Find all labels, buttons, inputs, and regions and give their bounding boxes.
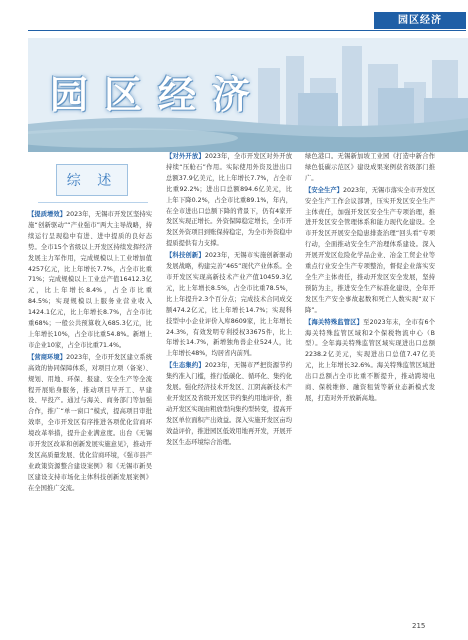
paragraph: [166, 152, 292, 250]
heading-underline: [38, 202, 148, 203]
paragraph: [305, 152, 435, 185]
paragraph-text: 2023年，全市开发区对外开放持续“压舱石”作用。实际使用外资及进出口总额37.9亿美元，比上年增长7.7%，占全市比重92.2%；进出口总额894.6亿美元，比上年下降0.2%，占全市比重89.1%，年内，在全市进出口总额下降的背景下，仍有4家开发区实现正增长。外资保障稳定增长，全市开发区外资项目到账保持稳定，为全市外资稳中提质提供有力支撑。: [166, 153, 292, 248]
paragraph-label: 【安全生产】: [305, 186, 343, 194]
paragraph-label: 【生态集约】: [166, 362, 205, 370]
section-heading: 综 述: [66, 173, 118, 189]
page-number: 215: [412, 622, 426, 630]
text-column-3: [305, 152, 435, 628]
paragraph-text: 2023年，全市开发区建立系统高效的协同保障体系，对项目立项（备案）、规划、用地、环保、报建、安全生产等全流程开展贴身服务，推动项目早开工、早建设、早投产。通过与海关、商务部门等加强合作，推广“单一窗口”模式，提高项目审批效率，全市开发区有序推进各项优化营商环境改革举措，提升企业满意度。出台《无锡市开发区改革和创新发展实施意见》，推动开发区高质量发展、优化营商环境，《强市县产业政策资源整合建设案例》和《无锡市新吴区建设支持市场化主体科技创新发展案例》在全国推广交流。: [28, 353, 152, 492]
paragraph: [305, 318, 435, 405]
paragraph-label: 【营商环境】: [28, 353, 67, 361]
paragraph-text: 2023年，无锡市严把资源节约集约准入门槛，推行低碳化、循环化、集约化发展。强化经济技术开发区、江阴高新技术产业开发区及省级开发区节约集约用地评价，推动开发区实现由粗放型向集约型转变，提高开发区单位面积产出效益。深入实施开发区亩均效益评价，推进园区低效用地再开发，开展开发区生态环境综合治理。: [166, 362, 292, 446]
paragraph-label: 【提质增效】: [28, 211, 67, 218]
paragraph-label: 【海关特殊监管区】: [305, 318, 364, 326]
page-header: [0, 0, 468, 38]
paragraph: [28, 210, 152, 352]
header-rule: [28, 30, 466, 31]
banner-image: [28, 38, 468, 152]
section-tag: 园区经济: [374, 12, 466, 29]
paragraph-text: 2023年，无锡市开发区坚持实施“创新驱动”“产业强市”两大主导战略，持续运行呈现稳中有进、进中提质的良好态势。全市15个省级以上开发区持续发挥经济发展主力军作用，完成规模以上工业增加值4257亿元，比上年增长7.7%，占全市比重71%；完成规模以上工业总产值16412.3亿元，比上年增长8.4%，占全市比重84.5%；实现规模以上服务业营业收入1424.1亿元，比上年增长8.7%，占全市比重68%；一般公共预算收入685.3亿元，比上年增长10%，占全市比重54.8%。新增上市企业10家，占全市比重71.4%。: [28, 211, 152, 349]
paragraph-label: 【对外开放】: [166, 153, 205, 160]
text-column-1: [28, 210, 152, 628]
banner-title: 园区经济: [49, 73, 266, 117]
paragraph-text: 绿色港口。无锡新加坡工业园《打造中新合作绿色低碳示范区》建设成果案例获省级部门推广。: [305, 153, 435, 182]
section-heading-block: [28, 158, 152, 210]
paragraph-text: 2023年，无锡市落实全市开发区安全生产工作会议部署，压实开发区安全生产主体责任，加强开发区安全生产专项治理，推进开发区安全管理体系和能力现代化建设。全市开发区开展安全隐患排查治理“回头看”专项行动，全面推动安全生产治理体系建设。深入开展开发区危险化学品企业、冶金工贸企业等重点行业安全生产专项整治，督促企业落实安全生产主体责任，推动开发区安全发展，坚持预防为主，推进安全生产标准化建设，全年开发区生产安全事故起数和死亡人数实现“双下降”。: [305, 186, 435, 314]
paragraph: [166, 361, 292, 448]
paragraph: [305, 186, 435, 317]
paragraph-label: 【科技创新】: [166, 252, 205, 260]
paragraph-text: 2023年，无锡市实施创新驱动发展战略，构建完善“465”现代产业体系。全市开发区实现高新技术产业产值10459.3亿元，比上年增长8.5%，占全市比重78.5%，比上年提升2.3个百分点；完成技术合同成交额474.2亿元，比上年增长14.7%；实现科技型中小企业评价入库8609家，比上年增长24.3%，有效发明专利授权33675件，比上年增长14.7%，新增独角兽企业524人，比上年增长48%，均居省内前列。: [166, 252, 292, 358]
paragraph: [166, 251, 292, 360]
text-column-2: [166, 152, 292, 628]
paragraph-text: 至2023年末，全市有6个海关特殊监管区域和2个保税物流中心（B型）。全年海关特殊监管区域实现进出口总额2238.2亿美元，实现进出口总值7.47亿美元，比上年增长32.6%。海关特殊监管区域进出口总额占全市比重不断提升，推动跨境电商、保税维修、融资租赁等新业态新模式发展，打造对外开放新高地。: [305, 318, 435, 402]
paragraph: [28, 353, 152, 495]
